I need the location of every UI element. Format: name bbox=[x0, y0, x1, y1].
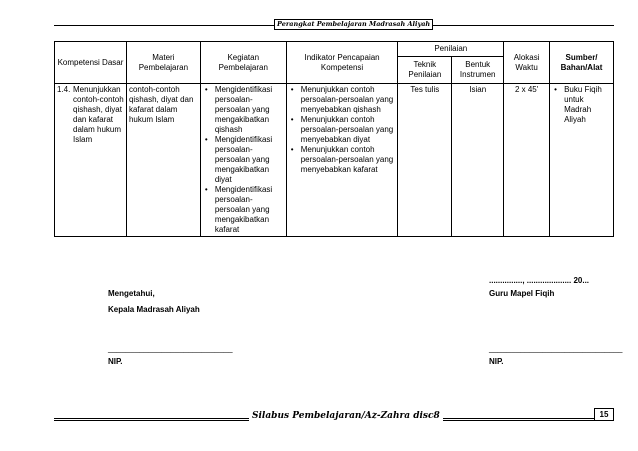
signature-line-left: ____________________________ bbox=[108, 344, 233, 353]
list-item: • Menunjukkan contoh persoalan-persoalan yang menyebabkan kafarat bbox=[301, 145, 396, 175]
col-header-penilaian: Penilaian bbox=[398, 42, 504, 57]
col-header-kegiatan: Kegiatan Pembelajaran bbox=[200, 42, 286, 84]
cell-sumber bbox=[550, 84, 614, 237]
col-header-indikator: Indikator Pencapaian Kompetensi bbox=[286, 42, 398, 84]
list-item: • Menunjukkan contoh persoalan-persoalan yang menyebabkan qishash bbox=[301, 85, 396, 115]
signature-line-right: ______________________________ bbox=[489, 344, 623, 353]
list-item: • Menunjukkan contoh persoalan-persoalan yang menyebabkan diyat bbox=[301, 115, 396, 145]
page-header-title: Perangkat Pembelajaran Madrasah Aliyah bbox=[274, 19, 433, 30]
col-header-kompetensi: Kompetensi Dasar bbox=[55, 42, 127, 84]
col-header-alokasi: Alokasi Waktu bbox=[504, 42, 550, 84]
col-header-materi: Materi Pembelajaran bbox=[126, 42, 200, 84]
table-header-row bbox=[55, 42, 614, 57]
kd-number: 1.4. bbox=[57, 85, 71, 94]
col-header-teknik: Teknik Penilaian bbox=[398, 57, 452, 84]
syllabus-table bbox=[54, 41, 614, 237]
signature-mengetahui: Mengetahui, bbox=[108, 289, 155, 298]
signature-kepala-title: Kepala Madrasah Aliyah bbox=[108, 305, 200, 314]
cell-kegiatan bbox=[200, 84, 286, 237]
list-item: • Buku Fiqih untuk Madrah Aliyah bbox=[564, 85, 611, 125]
cell-indikator bbox=[286, 84, 398, 237]
signature-date-line: ..............., .................... 20... bbox=[489, 276, 590, 285]
signature-nip-left: NIP. bbox=[108, 357, 123, 366]
cell-teknik: Tes tulis bbox=[398, 84, 452, 237]
cell-materi: contoh-contoh qishash, diyat dan kafarat dalam hukum Islam bbox=[126, 84, 200, 237]
page-number: 15 bbox=[594, 408, 614, 421]
col-header-sumber: Sumber/ Bahan/Alat bbox=[550, 42, 614, 84]
kd-text: Menunjukkan contoh-contoh qishash, diyat dan kafarat dalam hukum Islam bbox=[73, 85, 124, 144]
list-item: • Mengidentifikasi persoalan-persoalan yang mengakibatkan kafarat bbox=[215, 185, 284, 235]
signature-guru-title: Guru Mapel Fiqih bbox=[489, 289, 555, 298]
cell-bentuk: Isian bbox=[452, 84, 504, 237]
table-row bbox=[55, 84, 614, 237]
list-item: • Mengidentifikasi persoalan-persoalan yang mengakibatkan qishash bbox=[215, 85, 284, 135]
cell-kompetensi-dasar bbox=[55, 84, 127, 237]
cell-alokasi: 2 x 45' bbox=[504, 84, 550, 237]
footer-text: Silabus Pembelajaran/Az-Zahra disc8 bbox=[249, 411, 443, 421]
signature-nip-right: NIP. bbox=[489, 357, 504, 366]
col-header-bentuk: Bentuk Instrumen bbox=[452, 57, 504, 84]
list-item: • Mengidentifikasi persoalan-persoalan yang mengakibatkan diyat bbox=[215, 135, 284, 185]
